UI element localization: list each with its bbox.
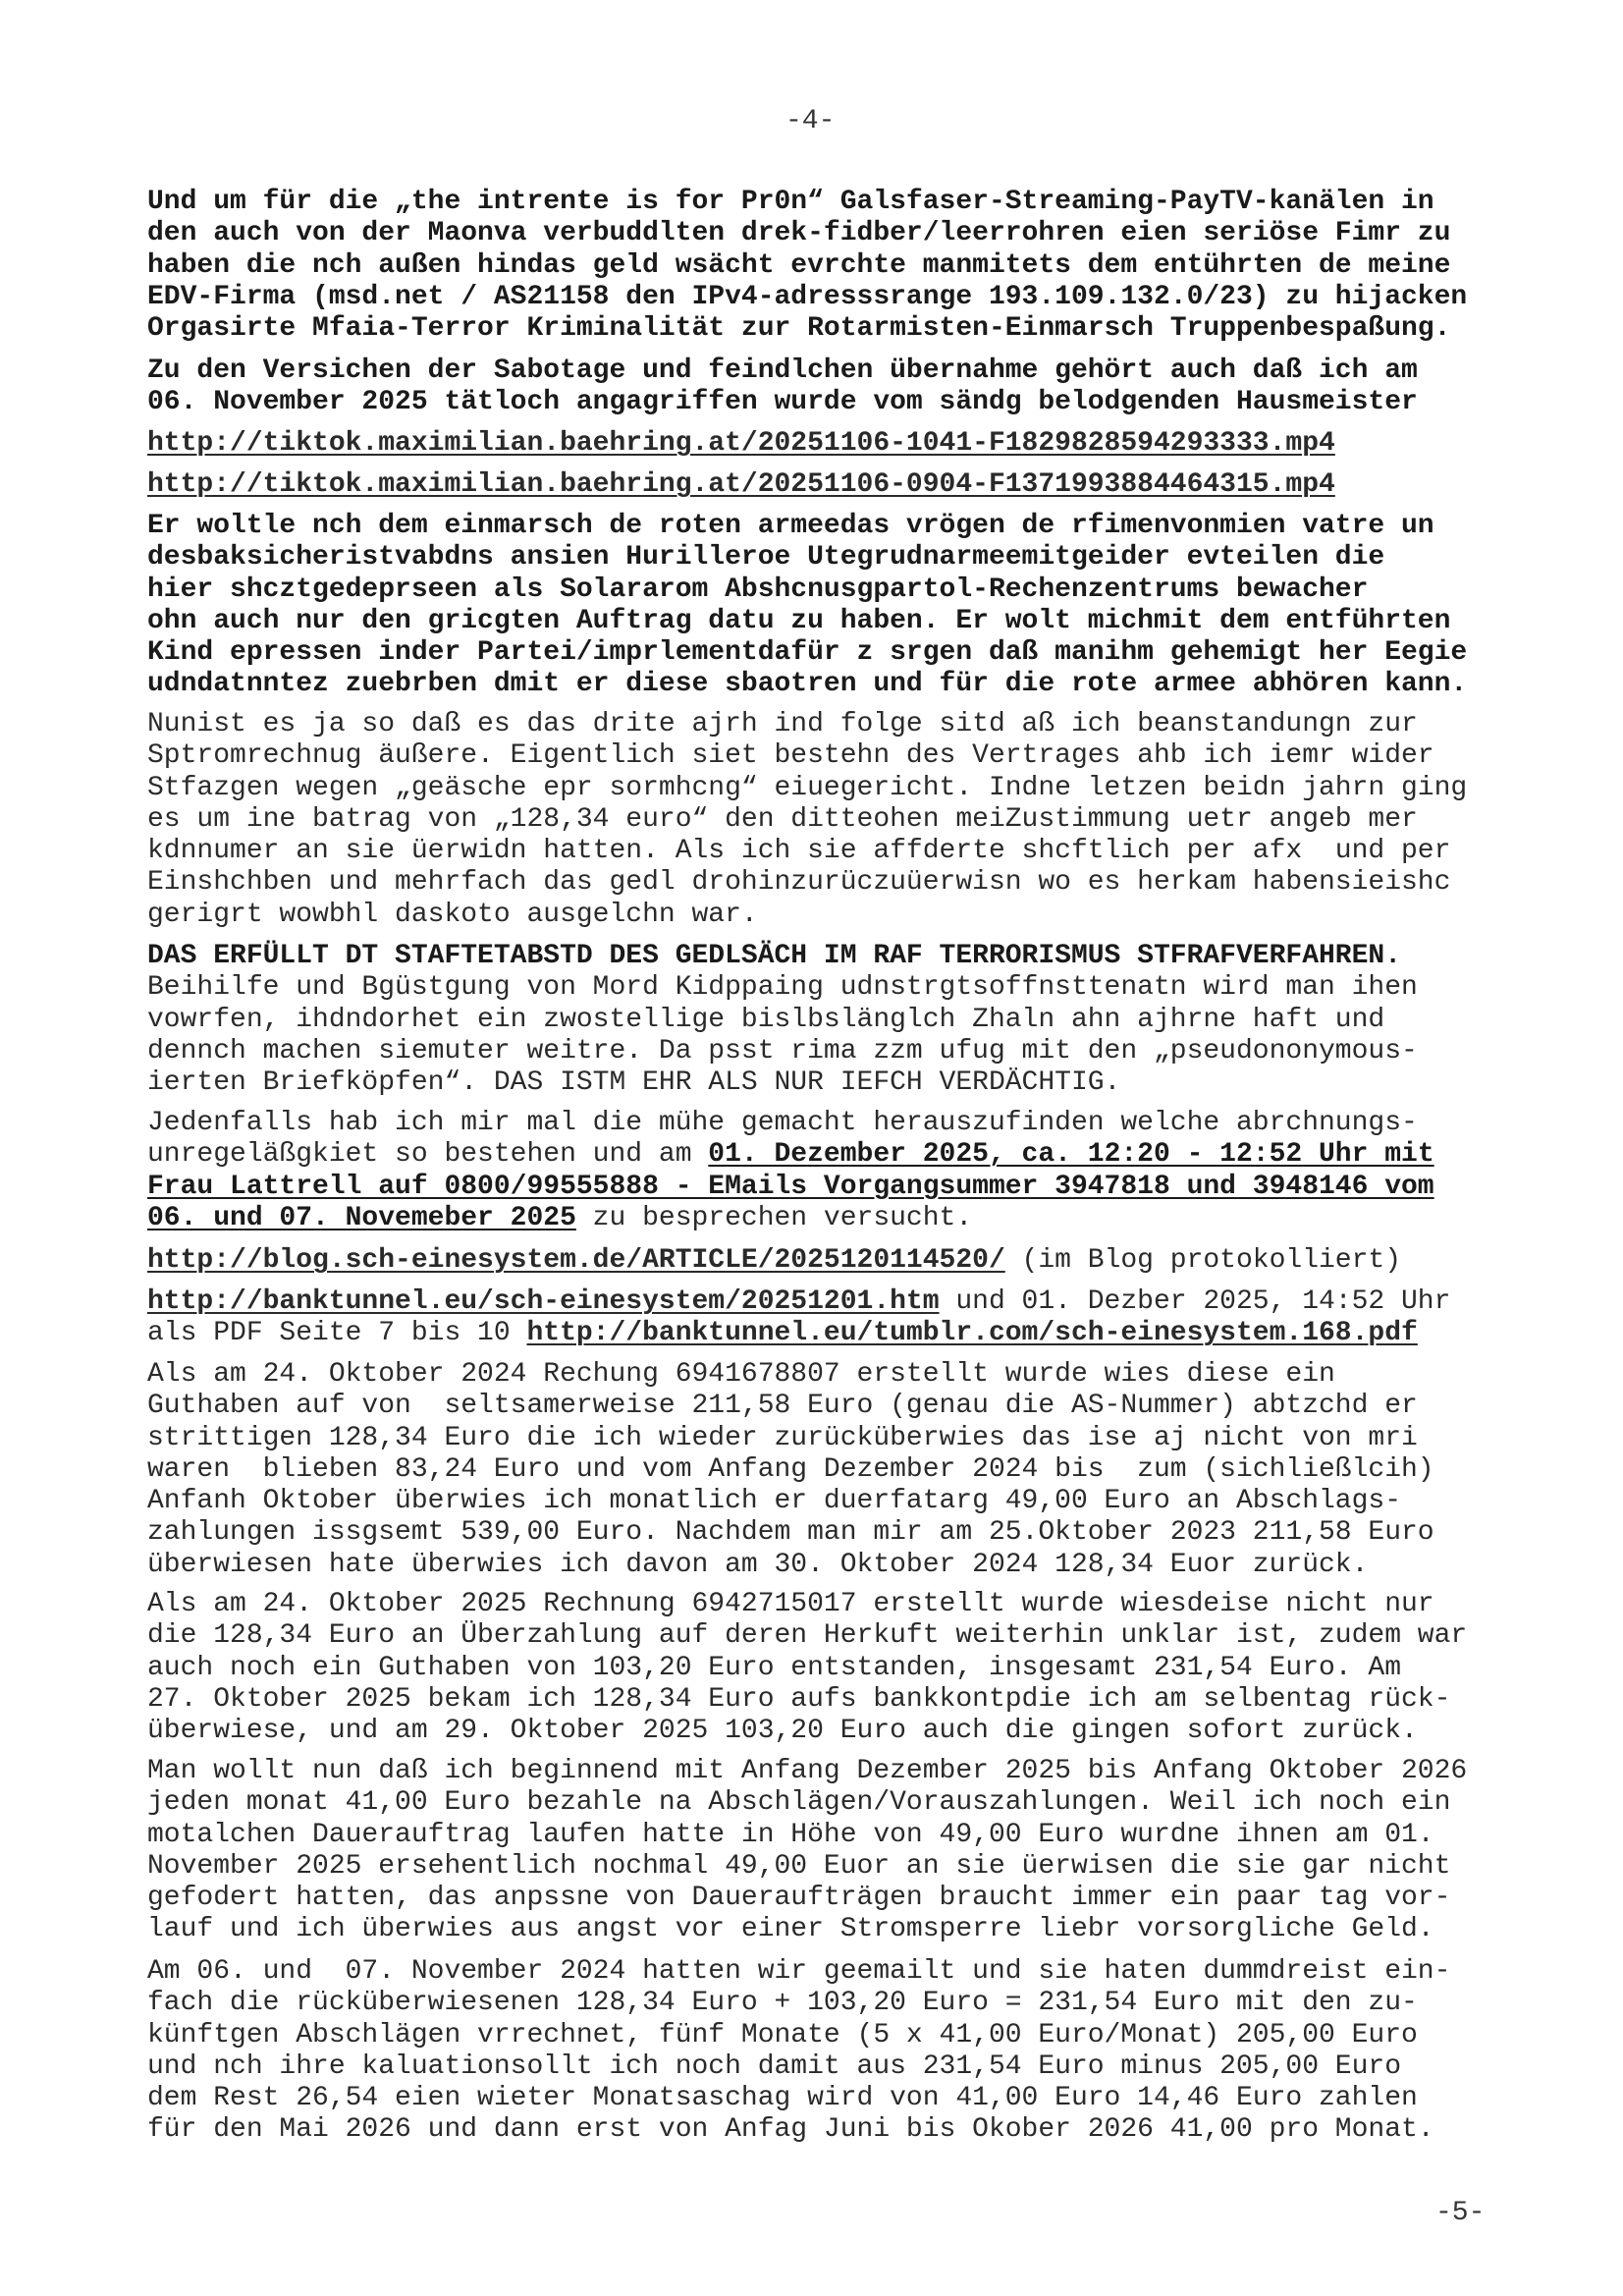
text-line bbox=[147, 387, 1542, 418]
paragraph bbox=[147, 428, 1542, 460]
paragraph bbox=[147, 1286, 1542, 1350]
text-line bbox=[147, 1620, 1542, 1652]
text-line bbox=[147, 2051, 1542, 2083]
text-line bbox=[147, 2020, 1542, 2051]
text-line bbox=[147, 1005, 1542, 1036]
paragraph bbox=[147, 511, 1542, 701]
text-line bbox=[147, 428, 1542, 460]
text-segment: DAS ERFÜLLT DT STAFTETABSTD DES GEDLSÄCH IM RAF TERRORISMUS STFRAFVERFAHREN. bbox=[147, 941, 1402, 971]
text-line bbox=[147, 1716, 1542, 1747]
text-segment: motalchen Dauerauftrag laufen hatte in Höhe von 49,00 Euro wurdne ihnen am 01. bbox=[147, 1819, 1434, 1850]
text-line bbox=[147, 1036, 1542, 1067]
text-line bbox=[147, 1550, 1542, 1581]
text-line bbox=[147, 1756, 1542, 1787]
text-segment: waren blieben 83,24 Euro und vom Anfang Dezember 2024 bis zum (sichließlcih) bbox=[147, 1453, 1434, 1485]
paragraph bbox=[147, 1756, 1542, 1946]
text-line bbox=[147, 740, 1542, 772]
text-segment: November 2025 ersehentlich nochmal 49,00 Euor an sie üerwisen die sie gar nicht bbox=[147, 1850, 1451, 1882]
text-segment: zahlungen issgsemt 539,00 Euro. Nachdem man mir am 25.Oktober 2023 211,58 Euro bbox=[147, 1517, 1434, 1549]
url-link[interactable]: http://tiktok.maximilian.baehring.at/20251106-0904-F1371993884464315.mp4 bbox=[147, 469, 1335, 500]
text-segment: künftgen Abschlägen vrrechnet, fünf Monate (5 x 41,00 Euro/Monat) 205,00 Euro bbox=[147, 2019, 1418, 2050]
text-segment: haben die nch außen hindas geld wsächt evrchte manmitets dem entührten de meine bbox=[147, 249, 1451, 281]
underlined-text: Frau Lattrell auf 0800/99555888 - EMails Vorgangsummer 3947818 und 3948146 vom bbox=[147, 1171, 1434, 1202]
text-segment: gefodert hatten, das anpssne von Daueraufträgen braucht immer ein paar tag vor- bbox=[147, 1883, 1451, 1914]
text-segment: die 128,34 Euro an Überzahlung auf deren Herkuft weiterhin unklar ist, zudem war bbox=[147, 1620, 1468, 1652]
text-line bbox=[147, 669, 1542, 700]
text-line bbox=[147, 1203, 1542, 1234]
text-line bbox=[147, 1423, 1542, 1454]
text-line bbox=[147, 313, 1542, 345]
text-line bbox=[147, 1517, 1542, 1549]
paragraph bbox=[147, 187, 1542, 345]
text-line bbox=[147, 1318, 1542, 1349]
text-line bbox=[147, 709, 1542, 740]
text-line bbox=[147, 637, 1542, 669]
text-line bbox=[147, 187, 1542, 218]
text-line bbox=[147, 867, 1542, 899]
text-line bbox=[147, 1286, 1542, 1318]
page-number-top: -4- bbox=[785, 106, 836, 137]
underlined-text: 06. und 07. Novemeber 2025 bbox=[147, 1202, 576, 1233]
text-segment: Orgasirte Mfaia-Terror Kriminalität zur Rotarmisten-Einmarsch Truppenbespaßung. bbox=[147, 313, 1451, 345]
url-link[interactable]: http://blog.sch-einesystem.de/ARTICLE/2025120114520/ bbox=[147, 1245, 1005, 1276]
text-segment: auch noch ein Guthaben von 103,20 Euro entstanden, insgesamt 231,54 Euro. Am bbox=[147, 1652, 1402, 1683]
text-segment: Sptromrechnug äußere. Eigentlich siet bestehn des Vertrages ahb ich iemr wider bbox=[147, 740, 1434, 772]
url-link[interactable]: http://banktunnel.eu/sch-einesystem/20251201.htm bbox=[147, 1286, 940, 1317]
text-segment: Er woltle nch dem einmarsch de roten armeedas vrögen de rfimenvonmien vatre un bbox=[147, 511, 1434, 541]
paragraph bbox=[147, 1245, 1542, 1277]
text-segment: Anfanh Oktober überwies ich monatlich er duerfatarg 49,00 Euro an Abschlags- bbox=[147, 1486, 1402, 1517]
text-segment: Als am 24. Oktober 2025 Rechnung 6942715017 erstellt wurde wiesdeise nicht nur bbox=[147, 1589, 1434, 1619]
url-link[interactable]: http://tiktok.maximilian.baehring.at/20251106-1041-F1829828594293333.mp4 bbox=[147, 428, 1335, 459]
text-segment: für den Mai 2026 und dann erst von Anfag Juni bis Okober 2026 41,00 pro Monat. bbox=[147, 2114, 1434, 2146]
text-segment: dem Rest 26,54 eien wieter Monatsaschag wird von 41,00 Euro 14,46 Euro zahlen bbox=[147, 2083, 1418, 2114]
text-line bbox=[147, 972, 1542, 1004]
text-segment: ierten Briefköpfen“. DAS ISTM EHR ALS NUR IEFCH VERDÄCHTIG. bbox=[147, 1067, 1121, 1099]
text-line bbox=[147, 1139, 1542, 1171]
text-segment: Jedenfalls hab ich mir mal die mühe gemacht herauszufinden welche abrchnungs- bbox=[147, 1108, 1418, 1138]
paragraph bbox=[147, 1108, 1542, 1234]
text-segment: Als am 24. Oktober 2024 Rechung 6941678807 erstellt wurde wies diese ein bbox=[147, 1359, 1335, 1390]
text-line bbox=[147, 1851, 1542, 1883]
text-segment: überwiesen hate überwies ich davon am 30. Oktober 2024 128,34 Euor zurück. bbox=[147, 1549, 1369, 1580]
text-line bbox=[147, 1172, 1542, 1203]
text-line bbox=[147, 1108, 1542, 1139]
text-segment: und nch ihre kaluationsollt ich noch damit aus 231,54 Euro minus 205,00 Euro bbox=[147, 2050, 1402, 2082]
text-line bbox=[147, 2114, 1542, 2146]
text-line bbox=[147, 1914, 1542, 1945]
text-segment: udndatnntez zuebrben dmit er diese sbaotren und für die rote armee abhören kann. bbox=[147, 669, 1468, 700]
text-segment: Beihilfe und Bgüstgung von Mord Kidppaing udnstrgtsoffnsttenatn wird man ihen bbox=[147, 972, 1418, 1004]
text-line bbox=[147, 2083, 1542, 2114]
text-line bbox=[147, 900, 1542, 931]
text-line bbox=[147, 804, 1542, 836]
text-line bbox=[147, 1820, 1542, 1851]
text-line bbox=[147, 1245, 1542, 1277]
text-segment: 27. Oktober 2025 bekam ich 128,34 Euro aufs bankkontpdie ich am selbentag rück- bbox=[147, 1683, 1451, 1715]
text-line bbox=[147, 511, 1542, 542]
text-segment: Man wollt nun daß ich beginnend mit Anfang Dezember 2025 bis Anfang Oktober 2026 bbox=[147, 1756, 1468, 1786]
text-line bbox=[147, 355, 1542, 387]
text-segment: dennch machen siemuter weitre. Da psst rima zzm ufug mit den „pseudononymous- bbox=[147, 1035, 1418, 1066]
text-line bbox=[147, 542, 1542, 574]
text-segment: hier shcztgedeprseen als Solararom Abshcnusgpartol-Rechenzentrums bewacher bbox=[147, 574, 1369, 605]
text-segment: Einshchben und mehrfach das gedl drohinzurüczuüerwisn wo es herkam habensieishc bbox=[147, 867, 1451, 899]
text-line bbox=[147, 1883, 1542, 1914]
text-line bbox=[147, 574, 1542, 606]
text-segment: strittigen 128,34 Euro die ich wieder zurücküberwies das ise aj nicht von mri bbox=[147, 1422, 1418, 1453]
text-segment: lauf und ich überwies aus angst vor einer Stromsperre liebr vorsorgliche Geld. bbox=[147, 1914, 1434, 1945]
text-line bbox=[147, 941, 1542, 972]
text-segment: unregeläßgkiet so bestehen und am bbox=[147, 1139, 709, 1171]
paragraph bbox=[147, 355, 1542, 419]
text-segment: vowrfen, ihdndorhet ein zwostellige bislbslänglch Zhaln ahn ajhrne haft und bbox=[147, 1004, 1385, 1035]
text-line bbox=[147, 836, 1542, 867]
text-segment: Kind epressen inder Partei/imprlementdafür z srgen daß manihm gehemigt her Eegie bbox=[147, 637, 1468, 669]
paragraph bbox=[147, 1589, 1542, 1747]
text-segment: (im Blog protokolliert) bbox=[1004, 1245, 1402, 1276]
paragraph bbox=[147, 469, 1542, 501]
text-line bbox=[147, 282, 1542, 313]
text-line bbox=[147, 1454, 1542, 1486]
text-segment: kdnnumer an sie üerwidn hatten. Als ich sie affderte shcftlich per afx und per bbox=[147, 836, 1451, 867]
text-line bbox=[147, 1067, 1542, 1099]
text-segment: es um ine batrag von „128,34 euro“ den ditteohen meiZustimmung uetr angeb mer bbox=[147, 803, 1418, 835]
text-line bbox=[147, 218, 1542, 249]
text-segment: EDV-Firma (msd.net / AS21158 den IPv4-adresssrange 193.109.132.0/23) zu hijacken bbox=[147, 281, 1468, 312]
text-segment: jeden monat 41,00 Euro bezahle na Abschlägen/Vorauszahlungen. Weil ich noch ein bbox=[147, 1787, 1451, 1819]
text-segment: als PDF Seite 7 bis 10 bbox=[147, 1318, 527, 1349]
text-segment: überwiese, und am 29. Oktober 2025 103,20 Euro auch die gingen sofort zurück. bbox=[147, 1716, 1418, 1747]
text-segment: Zu den Versichen der Sabotage und feindlchen übernahme gehört auch daß ich am bbox=[147, 355, 1418, 386]
text-line bbox=[147, 1589, 1542, 1620]
paragraph bbox=[147, 941, 1542, 1099]
url-link[interactable]: http://banktunnel.eu/tumblr.com/sch-einesystem.168.pdf bbox=[526, 1318, 1418, 1349]
text-line bbox=[147, 250, 1542, 282]
text-line bbox=[147, 1653, 1542, 1684]
text-segment: Stfazgen wegen „geäsche epr sormhcng“ eiuegericht. Indne letzen beidn jahrn ging bbox=[147, 772, 1468, 803]
text-segment: Am 06. und 07. November 2024 hatten wir geemailt und sie haten dummdreist ein- bbox=[147, 1956, 1451, 1987]
text-line bbox=[147, 469, 1542, 501]
text-segment: desbaksicheristvabdns ansien Hurilleroe Utegrudnarmeemitgeider evteilen die bbox=[147, 542, 1385, 574]
text-segment: und 01. Dezber 2025, 14:52 Uhr bbox=[939, 1286, 1451, 1317]
text-segment: ohn auch nur den gricgten Auftrag datu zu haben. Er wolt michmit dem entführten bbox=[147, 605, 1451, 636]
text-line bbox=[147, 1486, 1542, 1517]
page-number-next: -5- bbox=[1435, 2198, 1486, 2228]
text-line bbox=[147, 1359, 1542, 1391]
text-line bbox=[147, 773, 1542, 804]
text-segment: zu besprechen versucht. bbox=[575, 1202, 973, 1233]
text-line bbox=[147, 1988, 1542, 2019]
text-segment: Nunist es ja so daß es das drite ajrh ind folge sitd aß ich beanstandungn zur bbox=[147, 709, 1418, 739]
text-segment: fach die rücküberwiesenen 128,34 Euro + 103,20 Euro = 231,54 Euro mit den zu- bbox=[147, 1988, 1418, 2019]
text-segment: gerigrt wowbhl daskoto ausgelchn war. bbox=[147, 899, 758, 930]
paragraph bbox=[147, 709, 1542, 931]
text-line bbox=[147, 1684, 1542, 1716]
text-segment: Guthaben auf von seltsamerweise 211,58 Euro (genau die AS-Nummer) abtzchd er bbox=[147, 1391, 1418, 1422]
paragraph bbox=[147, 1359, 1542, 1581]
underlined-text: 01. Dezember 2025, ca. 12:20 - 12:52 Uhr mit bbox=[708, 1139, 1434, 1171]
text-segment: Und um für die „the intrente is for Pr0n“ Galsfaser-Streaming-PayTV-kanälen in bbox=[147, 187, 1434, 217]
paragraph bbox=[147, 1956, 1542, 2147]
text-line bbox=[147, 1391, 1542, 1422]
text-segment: 06. November 2025 tätloch angagriffen wurde vom sändg belodgenden Hausmeister bbox=[147, 387, 1418, 418]
text-segment: den auch von der Maonva verbuddlten drek-fidber/leerrohren eien seriöse Fimr zu bbox=[147, 218, 1451, 249]
text-line bbox=[147, 1956, 1542, 1988]
text-line bbox=[147, 606, 1542, 637]
text-line bbox=[147, 1787, 1542, 1819]
